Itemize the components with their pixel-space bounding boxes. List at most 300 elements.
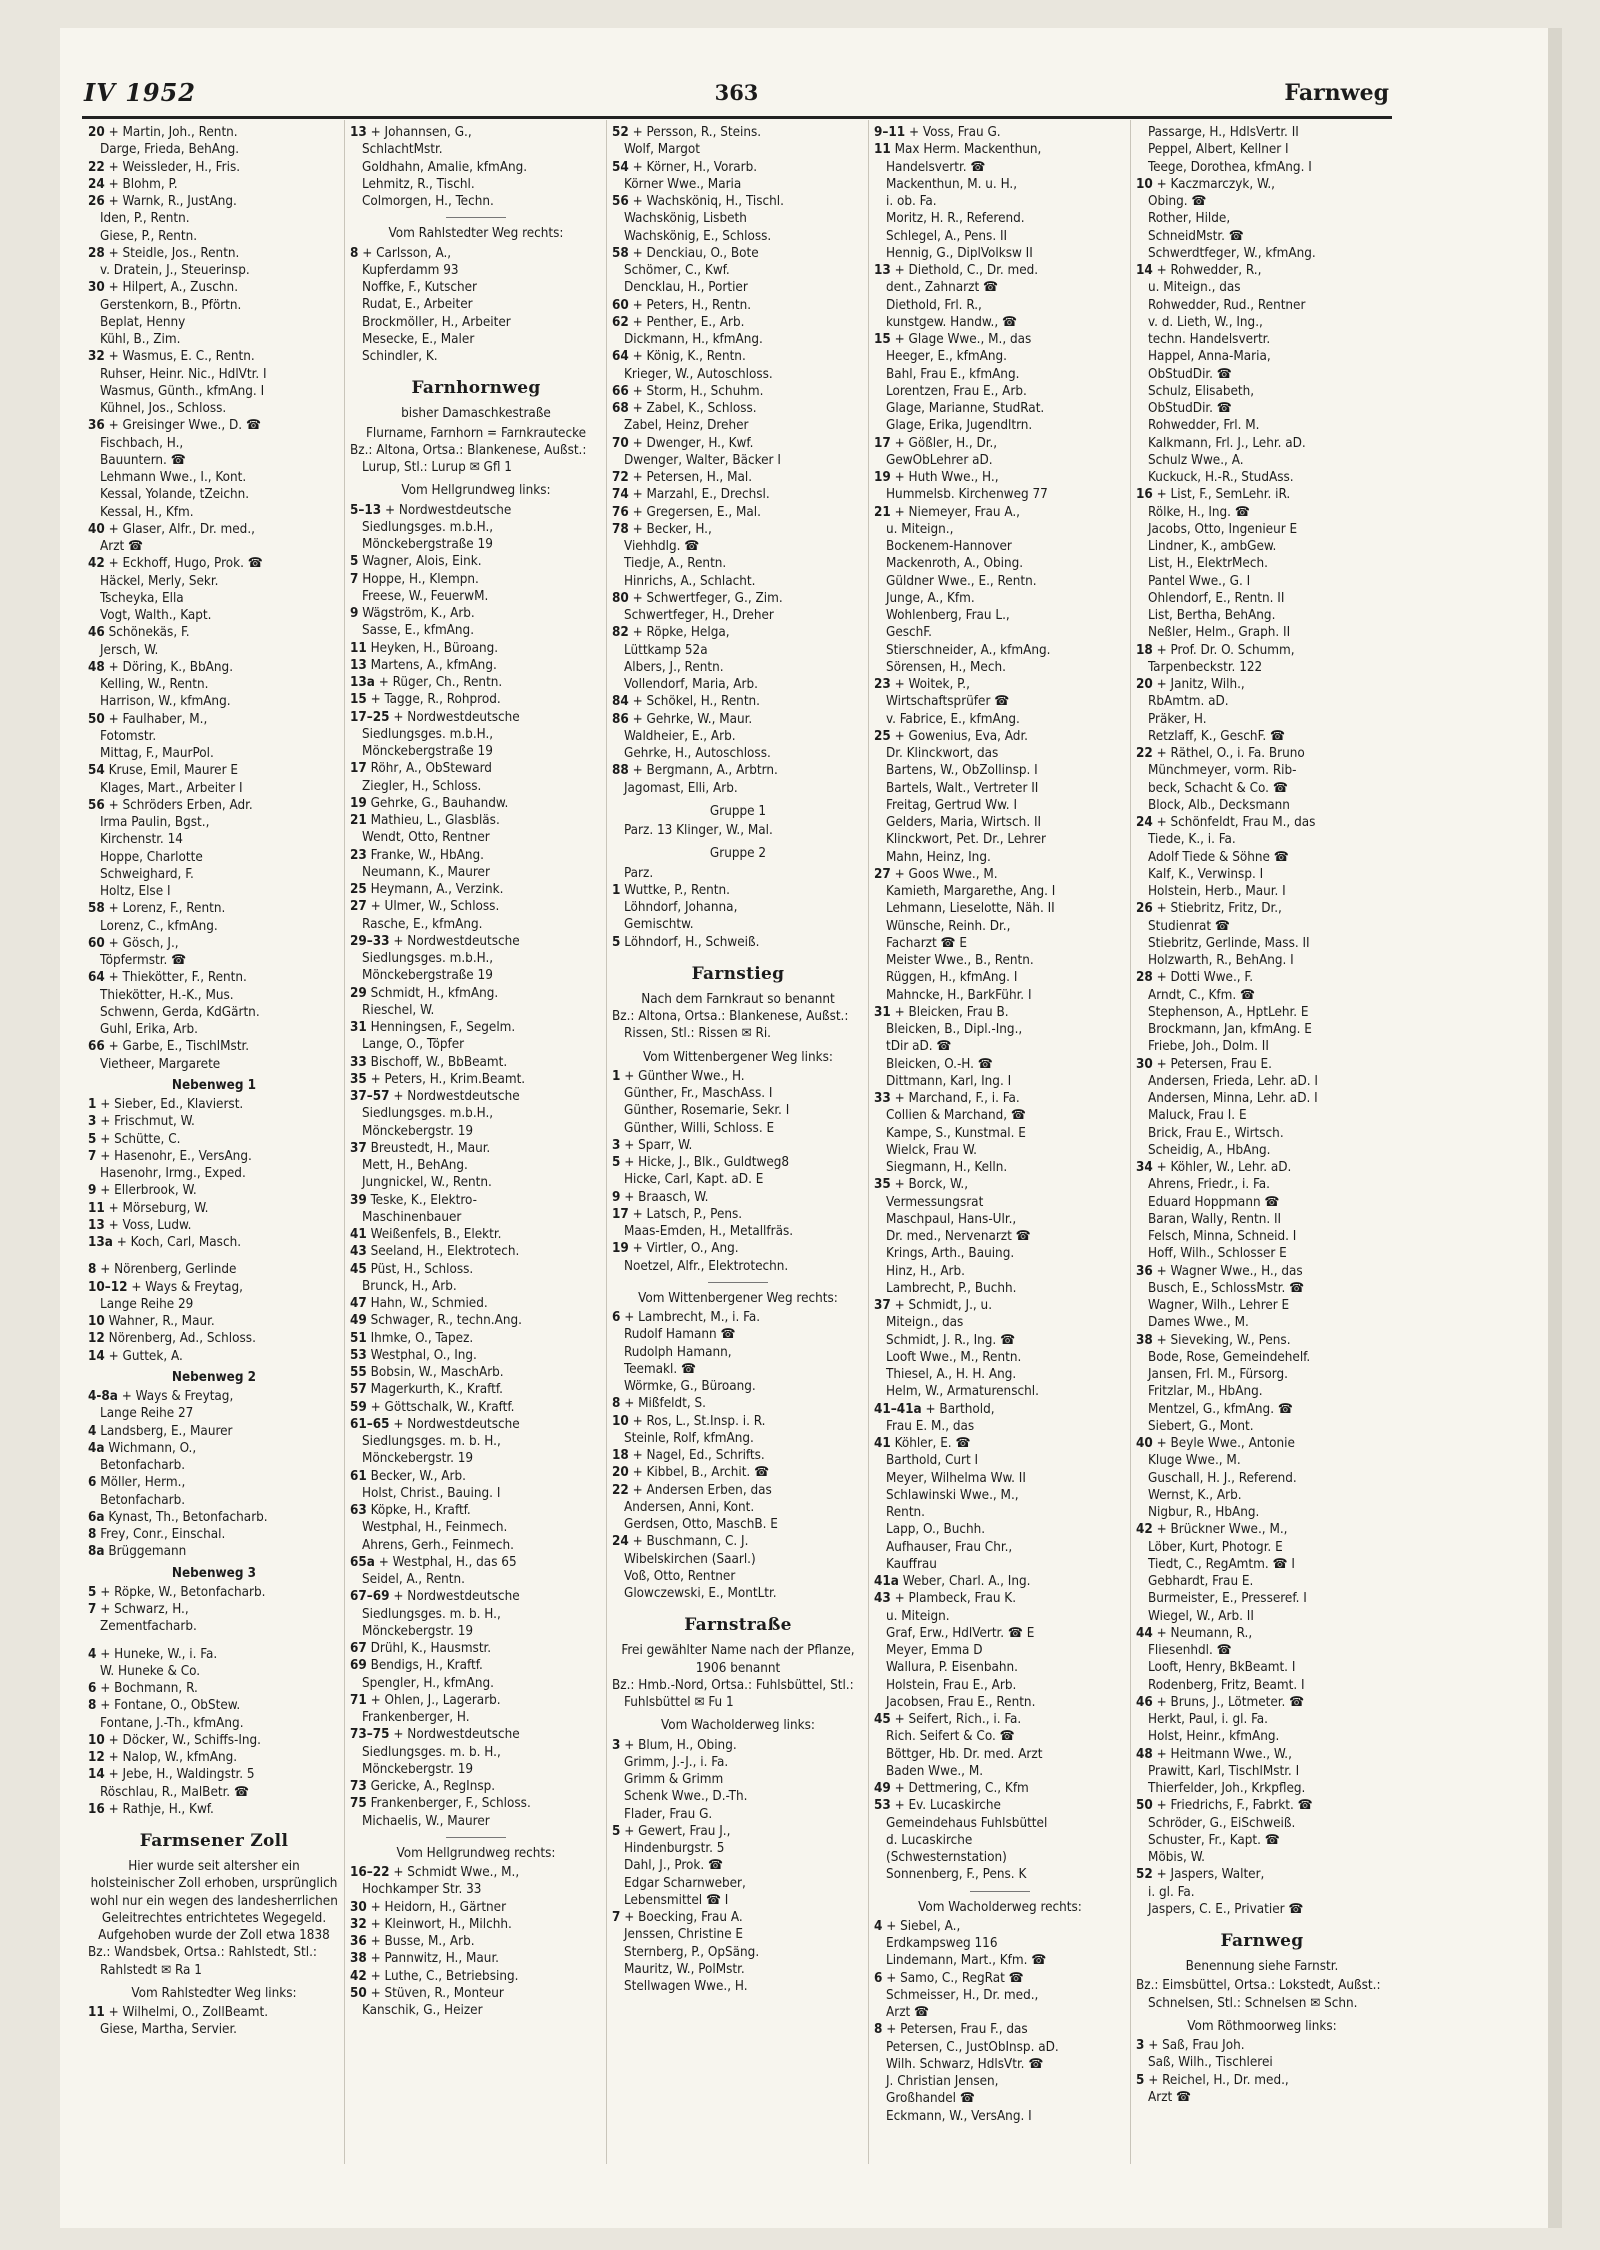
resident-line: Jaspers, C. E., Privatier ☎: [1148, 1901, 1304, 1917]
resident-text: + Schröders Erben, Adr.: [108, 797, 253, 813]
resident-line: Siebert, G., Mont.: [1148, 1418, 1254, 1434]
house-number: 34: [1136, 1160, 1153, 1175]
resident-line: Gehrke, H., Autoschloss.: [624, 746, 771, 761]
house-number: 30: [88, 280, 105, 296]
address-entry: [874, 331, 1126, 348]
house-number: 88: [612, 763, 629, 779]
house-number: 16: [88, 1801, 105, 1817]
resident-text: + Tagge, R., Rohprod.: [370, 692, 501, 708]
resident-text: + Diethold, C., Dr. med.: [894, 263, 1039, 278]
house-number: 46: [88, 625, 105, 641]
resident-text: + Kibbel, B., Archit. ☎: [632, 1465, 770, 1481]
resident-line: Waldheier, E., Arb.: [624, 728, 736, 744]
address-entry: [350, 1226, 602, 1243]
address-entry: [350, 1399, 602, 1416]
district-info: Bz.: Wandsbek, Ortsa.: Rahlstedt, Stl.: Rahlstedt ✉ Ra 1: [88, 1945, 317, 1978]
address-entry: [88, 1601, 340, 1618]
address-entry: [88, 1697, 340, 1714]
resident-text: + Storm, H., Schuhm.: [632, 383, 764, 399]
resident-line: Flader, Frau G.: [624, 1806, 713, 1822]
resident-line: Rudolph Hamann,: [624, 1344, 732, 1360]
resident-line: Scheidig, A., HbAng.: [1148, 1142, 1271, 1158]
resident-line: Lindemann, Mart., Kfm. ☎: [886, 1953, 1047, 1969]
district-info: Bz.: Eimsbüttel, Ortsa.: Lokstedt, Außst.: Schnelsen, Stl.: Schnelsen ✉ Schn.: [1136, 1978, 1381, 2011]
resident-line: Mackenthun, M. u. H.,: [886, 176, 1018, 192]
resident-line: Harrison, W., kfmAng.: [100, 694, 231, 710]
house-number: 54: [88, 763, 105, 779]
resident-line: Freitag, Gertrud Ww. I: [886, 797, 1017, 813]
resident-line: Bartens, W., ObZollinsp. I: [886, 763, 1038, 779]
resident-line: Hummelsb. Kirchenweg 77: [886, 487, 1048, 503]
resident-line: Löber, Kurt, Photogr. E: [1148, 1539, 1283, 1555]
address-entry: [612, 193, 864, 210]
resident-line: Voß, Otto, Rentner: [624, 1568, 736, 1584]
resident-line: Block, Alb., Decksmann: [1148, 797, 1290, 813]
house-number: 68: [612, 401, 629, 416]
address-entry: [88, 1261, 340, 1278]
resident-text: + Wagner Wwe., H., das: [1156, 1263, 1303, 1279]
address-entry: [88, 417, 340, 434]
resident-line: Kühl, B., Zim.: [100, 332, 181, 347]
separator-rule: [708, 1282, 768, 1283]
house-number: 6: [612, 1310, 621, 1325]
resident-line: Dr. med., Nervenarzt ☎: [886, 1229, 1031, 1244]
resident-text: + Wasmus, E. C., Rentn.: [108, 349, 255, 365]
house-number: 6a: [88, 1509, 105, 1525]
resident-line: Barthold, Curt I: [886, 1453, 979, 1469]
resident-text: + Rathje, H., Kwf.: [108, 1801, 214, 1817]
address-entry: [1136, 1521, 1388, 1538]
resident-line: Holst, Christ., Bauing. I: [362, 1485, 501, 1501]
resident-line: Hoppe, Charlotte: [100, 849, 203, 865]
resident-line: Miteign., das: [886, 1315, 964, 1331]
address-entry: [1136, 1797, 1388, 1814]
house-number: 60: [612, 297, 629, 313]
resident-line: Dwenger, Walter, Bäcker I: [624, 452, 781, 468]
page-header: [84, 76, 1389, 116]
house-number: 60: [88, 935, 105, 951]
house-number: 7: [88, 1602, 97, 1617]
house-number: 8: [88, 1698, 97, 1714]
resident-text: + Greisinger Wwe., D. ☎: [108, 418, 261, 434]
resident-line: Rüggen, H., kfmAng. I: [886, 970, 1018, 986]
resident-line: u. Miteign.,: [886, 521, 954, 537]
address-entry: [874, 262, 1126, 279]
resident-line: Teemakl. ☎: [624, 1361, 697, 1377]
resident-line: Freese, W., FeuerwM.: [362, 588, 489, 604]
house-number: 43: [874, 1591, 891, 1607]
house-number: 73–75: [350, 1727, 390, 1743]
street-heading: Farnweg: [1220, 1931, 1304, 1951]
resident-line: Schuster, Fr., Kapt. ☎: [1148, 1832, 1280, 1848]
address-entry: [612, 934, 864, 951]
resident-text: + Thiekötter, F., Rentn.: [108, 970, 247, 986]
resident-line: Günther, Rosemarie, Sekr. I: [624, 1103, 790, 1119]
resident-line: ObStudDir. ☎: [1148, 366, 1232, 382]
resident-line: Fritzlar, M., HbAng.: [1148, 1384, 1263, 1400]
resident-line: Thiekötter, H.-K., Mus.: [100, 987, 234, 1003]
house-number: 67: [350, 1641, 367, 1656]
street-heading: Farnhornweg: [411, 378, 541, 399]
resident-line: Ahrens, Gerh., Feinmech.: [362, 1537, 514, 1553]
resident-line: Grimm & Grimm: [624, 1772, 724, 1787]
address-entry: [350, 1261, 602, 1278]
resident-text: + Stüven, R., Monteur: [370, 1985, 504, 2001]
house-number: 30: [350, 1899, 367, 1915]
resident-line: Kauffrau: [886, 1556, 937, 1572]
house-number: 4a: [88, 1440, 105, 1456]
resident-text: Bendigs, H., Kraftf.: [370, 1658, 483, 1674]
resident-line: Mesecke, E., Maler: [362, 331, 475, 347]
house-number: 5: [350, 554, 359, 570]
resident-text: + Röpke, W., Betonfacharb.: [100, 1584, 266, 1600]
address-entry: [612, 297, 864, 314]
house-number: 14: [1136, 263, 1153, 278]
house-number: 10: [88, 1732, 105, 1748]
resident-line: Moritz, H. R., Referend.: [886, 211, 1025, 227]
resident-line: u. Miteign., das: [1148, 280, 1241, 296]
resident-line: Günther, Fr., MaschAss. I: [624, 1086, 773, 1101]
address-entry: [1136, 900, 1388, 917]
house-number: 72: [612, 470, 629, 485]
address-entry: [612, 1909, 864, 1926]
resident-text: Magerkurth, K., Kraftf.: [370, 1382, 503, 1398]
resident-text: + Hilpert, A., Zuschn.: [108, 280, 239, 296]
house-number: 56: [88, 797, 105, 813]
resident-text: + Göttschalk, W., Kraftf.: [370, 1399, 515, 1415]
side-path-heading: Nebenweg 2: [171, 1369, 257, 1385]
address-entry: [88, 2004, 340, 2021]
resident-line: Kelling, W., Rentn.: [100, 677, 209, 692]
resident-text: + Döcker, W., Schiffs-Ing.: [108, 1732, 261, 1748]
resident-text: Nörenberg, Ad., Schloss.: [108, 1331, 256, 1347]
resident-line: Neßler, Helm., Graph. II: [1148, 625, 1291, 641]
resident-line: Zementfacharb.: [100, 1619, 197, 1635]
address-entry: [612, 469, 864, 486]
resident-line: Schwenn, Gerda, KdGärtn.: [100, 1004, 260, 1020]
resident-line: Stephenson, A., HptLehr. E: [1148, 1004, 1309, 1020]
resident-line: Thierfelder, Joh., Krkpfleg.: [1148, 1781, 1306, 1796]
resident-line: Siedlungsges. m.b.H.,: [362, 1106, 494, 1122]
house-number: 22: [88, 159, 105, 175]
house-number: 62: [612, 314, 629, 330]
house-number: 35: [874, 1177, 891, 1193]
address-entry: [1136, 262, 1388, 279]
address-entry: [612, 590, 864, 607]
house-number: 58: [88, 901, 105, 917]
spacer: [88, 1636, 340, 1646]
house-number: 31: [350, 1020, 367, 1035]
resident-line: Fontane, J.-Th., kfmAng.: [100, 1715, 244, 1731]
address-entry: [350, 1657, 602, 1674]
resident-text: Breustedt, H., Maur.: [370, 1140, 491, 1156]
resident-text: + Schmidt Wwe., M.,: [393, 1865, 520, 1880]
resident-text: + Warnk, R., JustAng.: [108, 194, 237, 209]
resident-text: + Schönfeldt, Frau M., das: [1156, 815, 1316, 830]
resident-line: Fotomstr.: [100, 728, 157, 744]
house-number: 22: [1136, 746, 1153, 761]
resident-line: Busch, E., SchlossMstr. ☎: [1148, 1280, 1305, 1296]
address-entry: [874, 1590, 1126, 1607]
resident-line: Albers, J., Rentn.: [624, 659, 724, 675]
resident-text: + Fontane, O., ObStew.: [100, 1698, 241, 1714]
house-number: 5: [612, 1823, 621, 1839]
resident-line: Ziegler, H., Schloss.: [362, 778, 482, 794]
street-heading: Farnstraße: [684, 1615, 792, 1636]
resident-line: Röschlau, R., MalBetr. ☎: [100, 1784, 249, 1800]
house-number: 45: [350, 1261, 367, 1277]
house-number: 61: [350, 1468, 367, 1484]
resident-line: Möbis, W.: [1148, 1850, 1205, 1865]
resident-line: Handelsvertr. ☎: [886, 159, 986, 175]
resident-line: Jacobs, Otto, Ingenieur E: [1148, 521, 1298, 537]
address-entry: [1136, 1159, 1388, 1176]
house-number: 12: [88, 1750, 105, 1765]
resident-line: Schröder, G., EiSchweiß.: [1148, 1815, 1296, 1831]
resident-text: + Busse, M., Arb.: [370, 1934, 475, 1949]
resident-text: Frey, Conr., Einschal.: [100, 1527, 226, 1542]
resident-text: + Persson, R., Steins.: [632, 125, 762, 140]
house-number: 4: [88, 1646, 97, 1662]
resident-line: Dames Wwe., M.: [1148, 1315, 1249, 1331]
house-number: 15: [874, 332, 891, 347]
resident-line: Passarge, H., HdlsVertr. II: [1148, 125, 1299, 140]
address-entry: [874, 469, 1126, 486]
section-label: Vom Rahlstedter Weg rechts:: [388, 226, 564, 242]
house-number: 23: [874, 677, 891, 692]
separator-rule: [970, 1891, 1030, 1892]
address-entry: [874, 141, 1126, 158]
resident-text: + Marzahl, E., Drechsl.: [632, 487, 770, 503]
resident-text: Franke, W., HbAng.: [370, 847, 484, 863]
resident-line: Hoff, Wilh., Schlosser E: [1148, 1246, 1287, 1262]
resident-line: Sasse, E., kfmAng.: [362, 623, 475, 639]
resident-line: Maas-Emden, H., Metallfräs.: [624, 1224, 794, 1239]
resident-line: Schenk Wwe., D.-Th.: [624, 1789, 748, 1805]
resident-text: Wahner, R., Maur.: [108, 1314, 215, 1329]
resident-line: Nigbur, R., HbAng.: [1148, 1505, 1260, 1520]
address-entry: [350, 502, 602, 519]
spacer: [88, 1251, 340, 1261]
address-entry: [350, 1312, 602, 1329]
house-number: 41a: [874, 1574, 899, 1589]
resident-text: + Carlsson, A.,: [362, 245, 452, 261]
resident-line: Jacobsen, Frau E., Rentn.: [886, 1694, 1036, 1710]
resident-line: Goldhahn, Amalie, kfmAng.: [362, 159, 528, 175]
volume-year: IV 1952: [84, 78, 196, 107]
house-number: 67–69: [350, 1589, 390, 1605]
resident-text: + Barthold,: [925, 1401, 995, 1417]
address-entry: [350, 571, 602, 588]
resident-text: + Guttek, A.: [108, 1348, 183, 1364]
house-number: 7: [612, 1910, 621, 1925]
address-entry: [874, 1970, 1126, 1987]
house-number: 10: [612, 1413, 629, 1429]
resident-text: + Ways & Freytag,: [131, 1279, 243, 1295]
house-number: 38: [1136, 1332, 1153, 1348]
resident-line: Fliesenhdl. ☎: [1148, 1643, 1232, 1658]
address-entry: [88, 1148, 340, 1165]
address-entry: [88, 762, 340, 779]
resident-line: Seidel, A., Rentn.: [362, 1572, 465, 1587]
house-number: 5: [88, 1584, 97, 1600]
resident-line: Tiedje, A., Rentn.: [624, 556, 727, 572]
house-number: 18: [1136, 642, 1153, 658]
resident-text: + Brückner Wwe., M.,: [1156, 1522, 1288, 1538]
resident-line: Westphal, H., Feinmech.: [362, 1520, 508, 1536]
address-entry: [874, 1297, 1126, 1314]
resident-text: + Niemeyer, Frau A.,: [894, 504, 1020, 520]
address-entry: [612, 1464, 864, 1481]
resident-line: Kirchenstr. 14: [100, 832, 183, 848]
resident-line: Mönckebergstr. 19: [362, 1451, 474, 1467]
resident-line: Helm, W., Armaturenschl.: [886, 1384, 1039, 1400]
address-entry: [88, 1440, 340, 1457]
address-entry: [1136, 1263, 1388, 1280]
house-number: 24: [1136, 815, 1153, 830]
resident-line: Tiedt, C., RegAmtm. ☎ I: [1148, 1556, 1295, 1572]
resident-text: + Nordwestdeutsche: [393, 1416, 520, 1432]
address-entry: [612, 245, 864, 262]
address-entry: [350, 640, 602, 657]
resident-line: Facharzt ☎ E: [886, 935, 967, 951]
resident-text: + Sieveking, W., Pens.: [1156, 1332, 1291, 1348]
resident-line: Parz. 13 Klinger, W., Mal.: [624, 823, 773, 838]
address-entry: [1136, 642, 1388, 659]
resident-text: + Friedrichs, F., Fabrkt. ☎: [1156, 1798, 1313, 1814]
resident-text: Ihmke, O., Tapez.: [370, 1330, 474, 1346]
house-number: 8: [88, 1262, 97, 1278]
directory-column: [344, 120, 607, 2164]
address-entry: [1136, 676, 1388, 693]
address-entry: [350, 605, 602, 622]
resident-line: Schwerdtfeger, W., kfmAng.: [1148, 245, 1316, 261]
resident-line: Vollendorf, Maria, Arb.: [624, 677, 758, 692]
address-entry: [88, 245, 340, 262]
resident-text: + Steidle, Jos., Rentn.: [108, 245, 240, 261]
house-number: 7: [88, 1148, 97, 1164]
address-entry: [350, 124, 602, 141]
resident-text: + Andersen Erben, das: [632, 1482, 772, 1498]
resident-line: Frau E. M., das: [886, 1418, 975, 1434]
address-entry: [88, 1801, 340, 1818]
address-entry: [88, 1584, 340, 1601]
address-entry: [350, 1554, 602, 1571]
resident-line: Andersen, Anni, Kont.: [624, 1499, 755, 1515]
resident-text: + Schütte, C.: [100, 1131, 181, 1147]
resident-line: Ahrens, Friedr., i. Fa.: [1148, 1177, 1270, 1193]
address-entry: [350, 933, 602, 950]
resident-line: Wasmus, Günth., kfmAng. I: [100, 383, 265, 399]
resident-line: Gemischtw.: [624, 917, 694, 933]
directory-column: [82, 120, 345, 2164]
resident-text: Henningsen, F., Segelm.: [370, 1020, 516, 1035]
house-number: 11: [874, 142, 891, 158]
resident-line: Dahl, J., Prok. ☎: [624, 1858, 724, 1874]
address-entry: [612, 1413, 864, 1430]
house-number: 42: [350, 1968, 367, 1984]
resident-line: Maluck, Frau I. E: [1148, 1108, 1247, 1124]
resident-line: i. gl. Fa.: [1148, 1884, 1195, 1900]
resident-text: Drühl, K., Hausmstr.: [370, 1641, 492, 1656]
house-number: 8: [612, 1396, 621, 1412]
resident-text: + Heitmann Wwe., W.,: [1156, 1746, 1292, 1762]
resident-line: Mönckebergstr. 19: [362, 1761, 474, 1777]
address-entry: [88, 1348, 340, 1365]
resident-line: Hennig, G., DiplVolksw II: [886, 245, 1033, 261]
house-number: 76: [612, 504, 629, 520]
resident-line: Hochkamper Str. 33: [362, 1882, 482, 1898]
address-entry: [1136, 486, 1388, 503]
house-number: 3: [1136, 2038, 1145, 2053]
side-path-heading: Nebenweg 3: [171, 1565, 257, 1581]
house-number: 70: [612, 435, 629, 451]
resident-text: + Pannwitz, H., Maur.: [370, 1951, 499, 1967]
house-number: 38: [350, 1951, 367, 1967]
resident-text: + Nalop, W., kfmAng.: [108, 1750, 238, 1765]
resident-line: Felsch, Minna, Schneid. I: [1148, 1229, 1297, 1244]
resident-line: i. ob. Fa.: [886, 194, 937, 209]
resident-text: Gehrke, G., Bauhandw.: [370, 795, 509, 811]
address-entry: [88, 1680, 340, 1697]
house-number: 45: [874, 1712, 891, 1727]
house-number: 43: [350, 1244, 367, 1260]
resident-line: Krieger, W., Autoschloss.: [624, 366, 773, 382]
address-entry: [350, 1364, 602, 1381]
address-entry: [612, 1240, 864, 1257]
resident-line: Körner Wwe., Maria: [624, 176, 742, 192]
address-entry: [1136, 2037, 1388, 2054]
house-number: 29–33: [350, 933, 390, 949]
house-number: 8: [88, 1527, 97, 1542]
resident-text: + Marchand, F., i. Fa.: [894, 1091, 1020, 1106]
address-entry: [350, 898, 602, 915]
resident-line: Michaelis, W., Maurer: [362, 1813, 490, 1829]
house-number: 63: [350, 1503, 367, 1518]
resident-line: beck, Schacht & Co. ☎: [1148, 780, 1288, 796]
resident-text: + Bleicken, Frau B.: [894, 1004, 1009, 1020]
resident-text: Weber, Charl. A., Ing.: [902, 1574, 1031, 1589]
house-number: 31: [874, 1004, 891, 1020]
house-number: 32: [88, 349, 105, 365]
resident-line: tDir aD. ☎: [886, 1039, 952, 1055]
resident-line: Lange Reihe 27: [100, 1406, 194, 1422]
resident-line: Glage, Marianne, StudRat.: [886, 401, 1045, 416]
resident-line: v. d. Lieth, W., Ing.,: [1148, 314, 1263, 330]
resident-text: + Gehrke, W., Maur.: [632, 711, 753, 727]
resident-line: Mönckebergstraße 19: [362, 968, 493, 984]
resident-line: Looft, Henry, BkBeamt. I: [1148, 1660, 1296, 1676]
section-label: Vom Wacholderweg links:: [661, 1718, 815, 1734]
house-number: 36: [88, 418, 105, 434]
resident-text: + Frischmut, W.: [100, 1114, 195, 1130]
resident-line: Grimm, J.-J., i. Fa.: [624, 1754, 729, 1770]
house-number: 4: [88, 1423, 97, 1439]
resident-text: Heymann, A., Verzink.: [370, 882, 504, 897]
resident-line: Collien & Marchand, ☎: [886, 1108, 1026, 1124]
house-number: 17: [612, 1206, 629, 1222]
section-label: Vom Röthmoorweg links:: [1187, 2018, 1337, 2034]
house-number: 42: [88, 556, 105, 572]
resident-text: + Bruns, J., Lötmeter. ☎: [1156, 1694, 1305, 1710]
resident-text: Schmidt, H., kfmAng.: [370, 985, 499, 1001]
house-number: 1: [612, 1068, 621, 1084]
resident-line: Noetzel, Alfr., Elektrotechn.: [624, 1258, 789, 1274]
house-number: 33: [350, 1054, 367, 1070]
resident-line: Guschall, H. J., Referend.: [1148, 1470, 1297, 1486]
resident-line: Holstein, Frau E., Arb.: [886, 1677, 1017, 1693]
resident-line: Bartels, Walt., Vertreter II: [886, 780, 1039, 796]
